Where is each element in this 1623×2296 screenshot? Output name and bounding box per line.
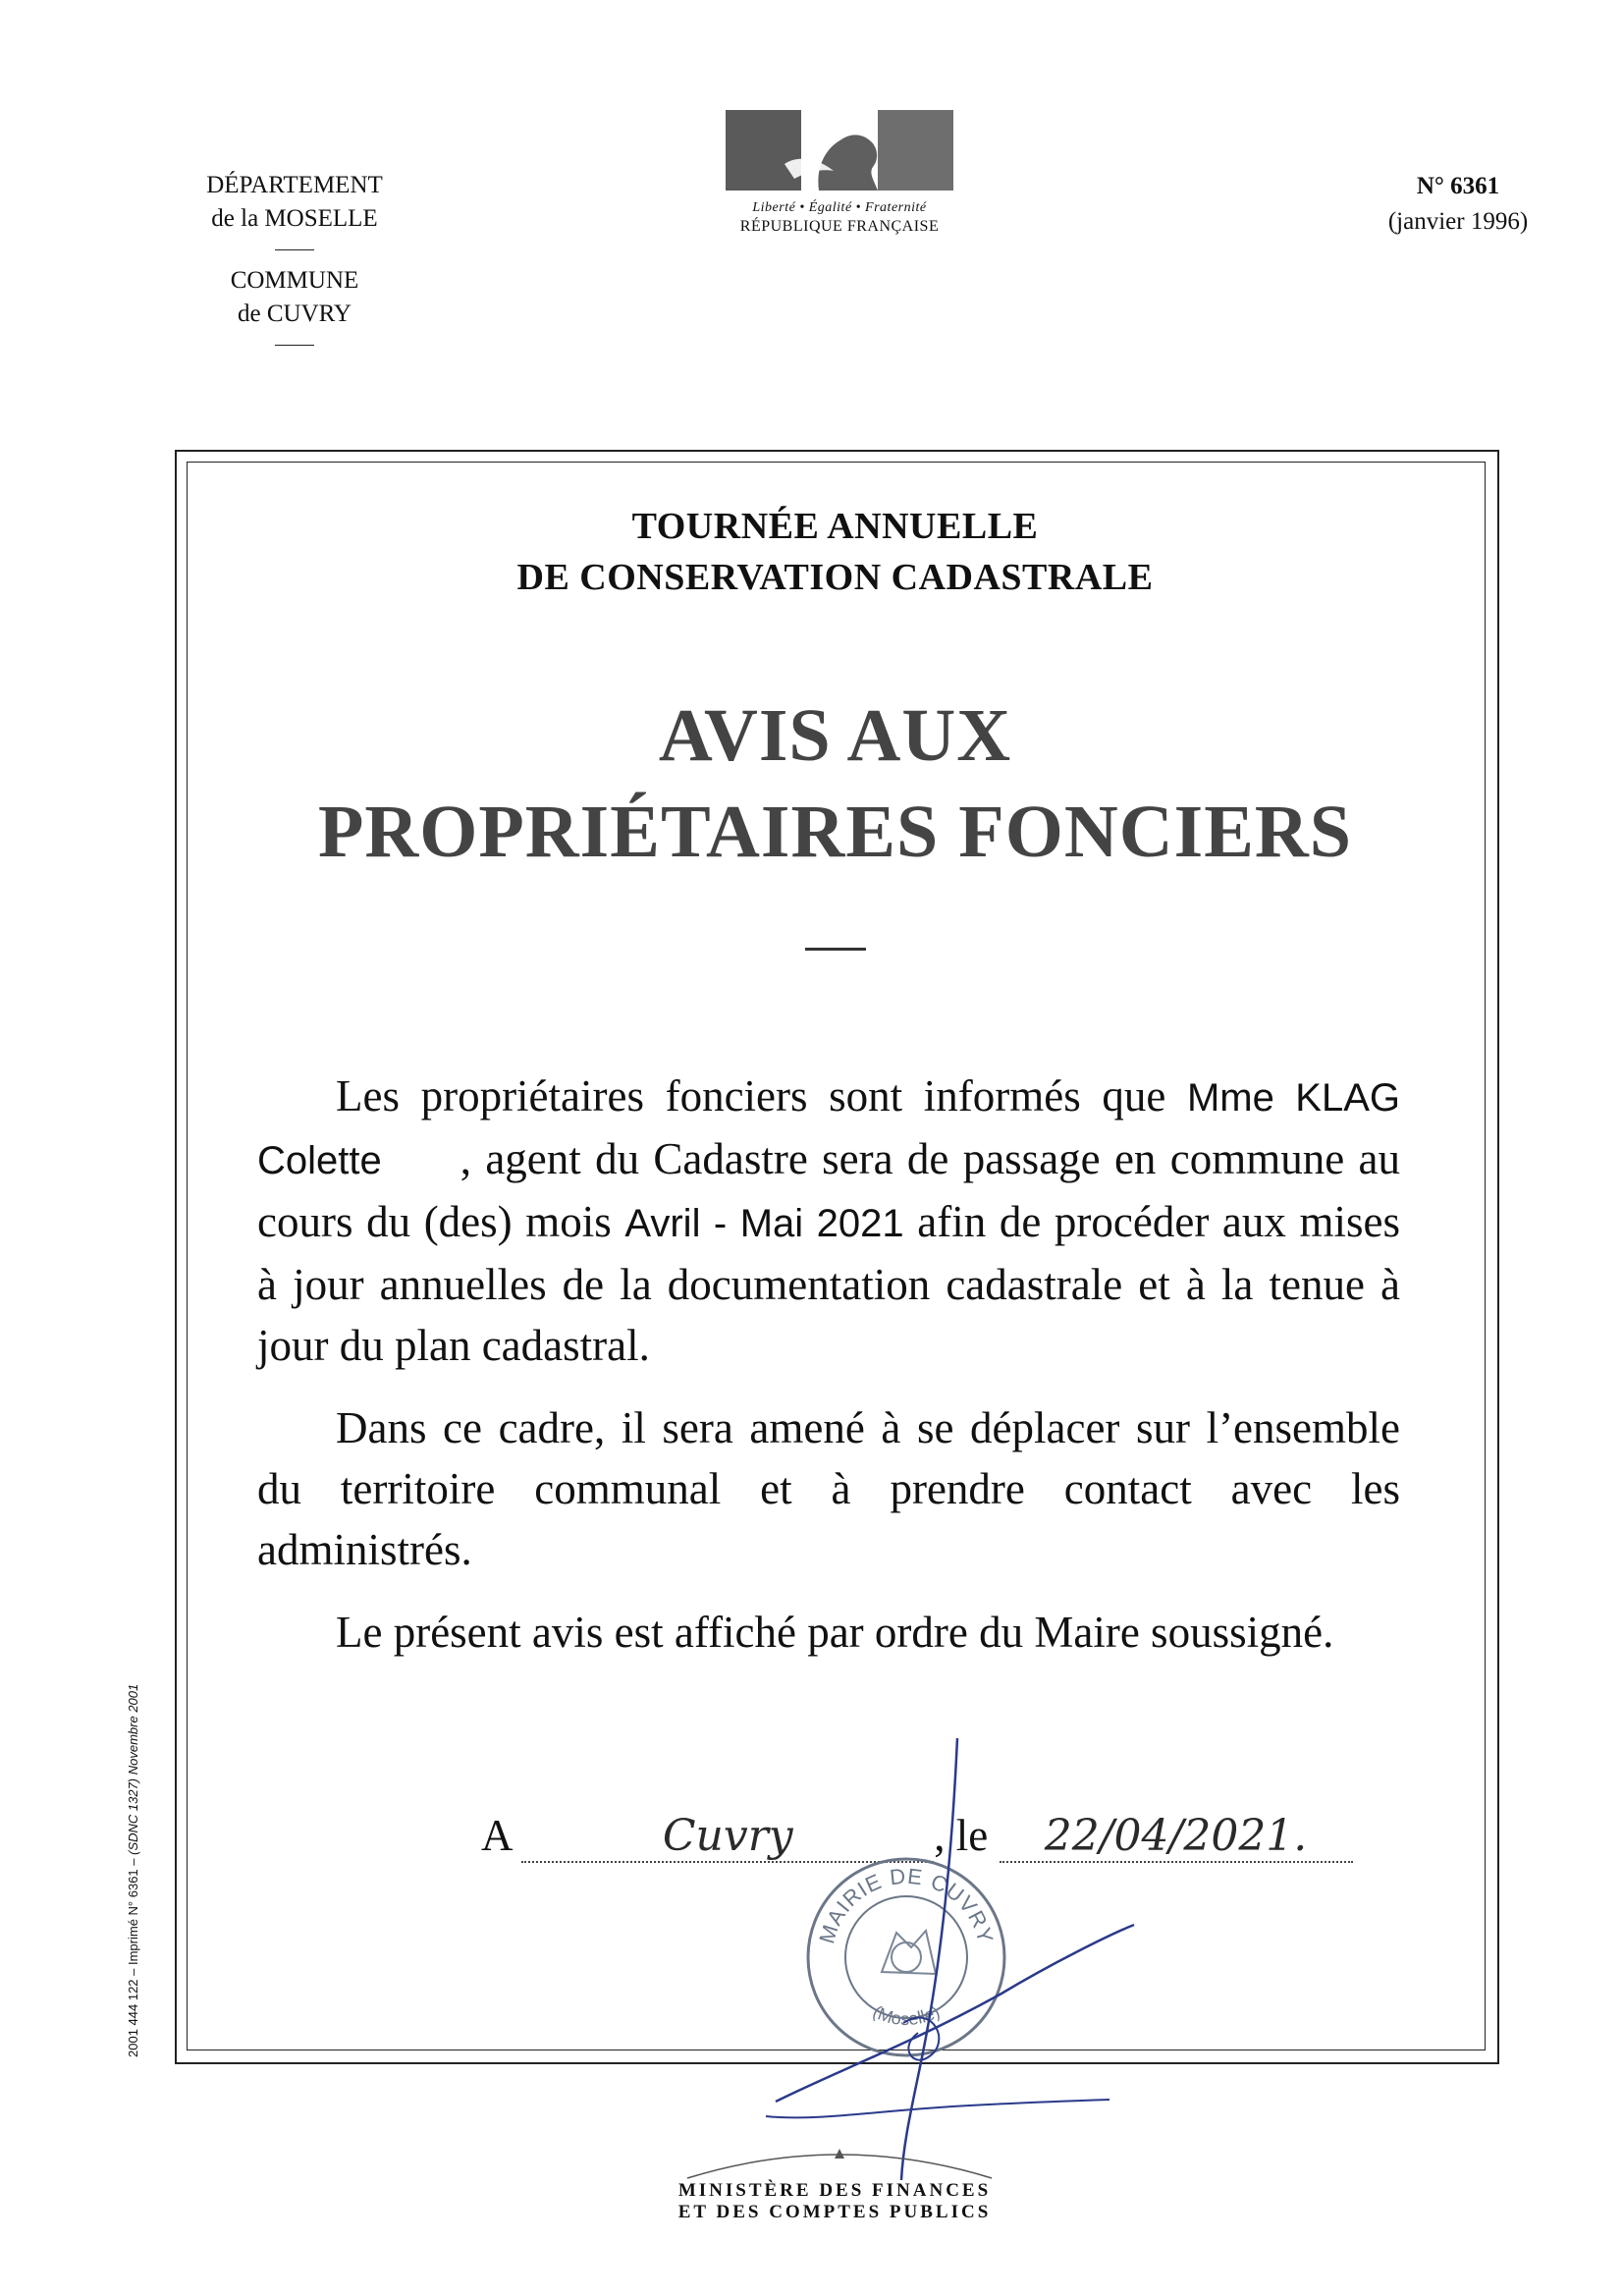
seal-text-bottom: (Moselle)	[869, 2001, 944, 2030]
ministry-line2: ET DES COMPTES PUBLICS	[677, 2202, 992, 2222]
commune-label: COMMUNE	[230, 267, 359, 294]
form-date: (janvier 1996)	[1387, 208, 1529, 235]
notice-title-line1: TOURNÉE ANNUELLE	[631, 506, 1039, 547]
notice-heading-line1: AVIS AUX	[658, 694, 1012, 777]
place-value: Cuvry	[662, 1811, 793, 1861]
divider	[275, 249, 314, 250]
notice-heading	[187, 687, 1484, 880]
date-value: 22/04/2021.	[1044, 1811, 1308, 1861]
agent-name: Mme KLAG Colette	[257, 1076, 1401, 1182]
paragraph-1	[257, 1066, 1400, 1376]
paragraph-2: Dans ce cadre, il sera amené à se déplacer sur l’ensemble du territoire communal et à prendre contact avec les administrés.	[257, 1403, 1400, 1574]
place-prefix: A	[481, 1811, 512, 1860]
ministry-footer	[550, 2180, 1119, 2223]
department-block	[167, 169, 422, 359]
notice-title	[187, 501, 1484, 603]
form-number: N° 6361	[1416, 173, 1500, 199]
heading-divider	[805, 948, 866, 951]
marianne-emblem	[726, 110, 953, 191]
logo-motto: Liberté • Égalité • Fraternité	[752, 200, 927, 215]
print-reference-code	[126, 1684, 140, 2057]
notice-heading-line2: PROPRIÉTAIRES FONCIERS	[317, 791, 1353, 873]
form-number-block	[1345, 169, 1571, 240]
republique-francaise-logo	[722, 110, 957, 236]
notice-title-line2: DE CONSERVATION CADASTRALE	[516, 557, 1154, 598]
ministry-line1: MINISTÈRE DES FINANCES	[677, 2180, 992, 2201]
date-prefix: , le	[934, 1811, 989, 1860]
logo-republic: RÉPUBLIQUE FRANÇAISE	[739, 218, 940, 235]
print-reference-plain: 2001 444 122 – Imprimé N° 6361 –	[126, 1854, 140, 2057]
print-reference-italic: (SDNC 1327) Novembre 2001	[126, 1683, 140, 1855]
department-name: de la MOSELLE	[211, 205, 378, 232]
notice-body	[257, 1066, 1400, 1684]
visit-months: Avril - Mai 2021	[624, 1202, 904, 1245]
paragraph-1-end: afin de procéder aux mises à jour annuelles de la documentation cadastrale et à la tenue à jour du plan cadastral.	[257, 1197, 1401, 1370]
ministry-arc-emblem	[677, 2141, 1001, 2180]
commune-name: de CUVRY	[238, 301, 352, 327]
mayor-signature	[756, 1728, 1139, 2190]
paragraph-3: Le présent avis est affiché par ordre du Maire soussigné.	[336, 1608, 1334, 1657]
divider	[275, 345, 314, 346]
paragraph-1-middle: , agent du Cadastre sera de passage en commune au cours du (des) mois	[257, 1134, 1400, 1246]
seal-text-top: MAIRIE DE CUVRY	[814, 1863, 999, 1946]
paragraph-1-intro: Les propriétaires fonciers sont informés que	[336, 1071, 1166, 1121]
department-label: DÉPARTEMENT	[206, 172, 383, 198]
